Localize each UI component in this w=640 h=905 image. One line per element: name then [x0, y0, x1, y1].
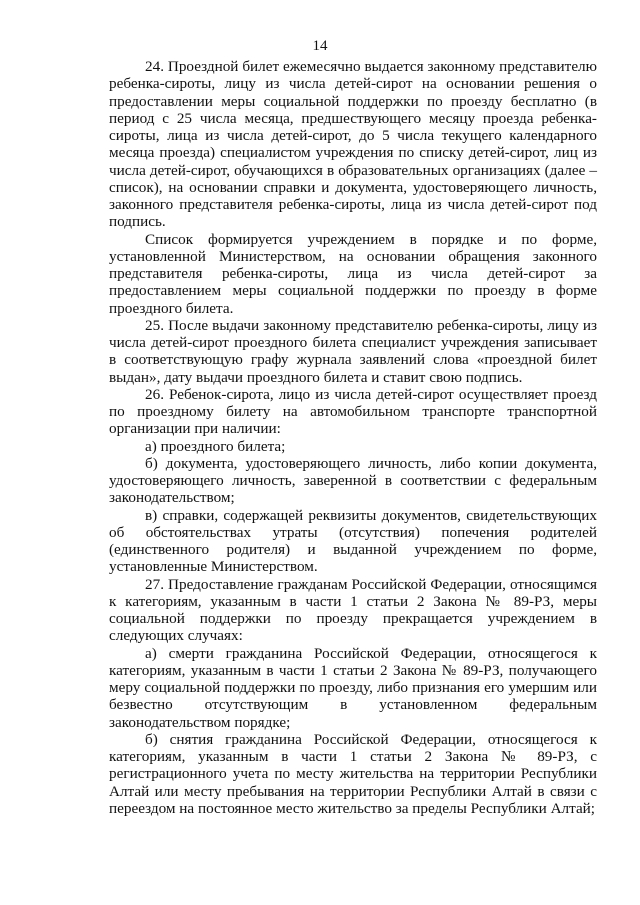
paragraph-26: 26. Ребенок-сирота, лицо из числа детей-сирот осуществляет проезд по проездному билету на автомобильном транспорте транспортной организации при наличии: — [109, 385, 597, 438]
paragraph-list-formation: Список формируется учреждением в порядке и по форме, установленной Министерством, на основании обращения законного представителя ребенка-сироты, лица из числа детей-сирот за предоставлением меры социальной поддержки по проезду в форме проездного билета. — [109, 230, 597, 317]
paragraph-24: 24. Проездной билет ежемесячно выдается законному представителю ребенка-сироты, лицу из числа детей-сирот на основании решения о предоставлении меры социальной поддержки по проезду бесплатно (в период с 25 числа месяца, предшествующего месяцу проезда ребенка-сироты, лица из числа детей-сирот, до 5 числа текущего календарного месяца проезда) специалистом учреждения по списку детей-сирот, лиц из числа детей-сирот, обучающихся в образовательных организациях (далее – список), на основании справки и документа, удостоверяющего личность, законного представителя ребенка-сироты, лица из числа детей-сирот под подпись. — [109, 58, 597, 231]
paragraph-27-a: а) смерти гражданина Российской Федерации, относящегося к категориям, указанным в части 1 статьи 2 Закона № 89-РЗ, получающего меру социальной поддержки по проезду, либо признания его умершим или безвестно отсутствующим в установленном федеральным законодательством порядке; — [109, 644, 597, 731]
paragraph-26-a: а) проездного билета; — [145, 437, 286, 455]
paragraph-27-b: б) снятия гражданина Российской Федерации, относящегося к категориям, указанным в части 1 статьи 2 Закона № 89-РЗ, с регистрационного учета по месту жительства на территории Республики Алтай или месту пребывания на территории Республики Алтай в связи с переездом на постоянное место жительство за пределы Республики Алтай; — [109, 730, 597, 817]
paragraph-25: 25. После выдачи законному представителю ребенка-сироты, лицу из числа детей-сирот проездного билета специалист учреждения записывает в соответствующую графу журнала заявлений слова «проездной билет выдан», дату выдачи проездного билета и ставит свою подпись. — [109, 316, 597, 386]
paragraph-26-b: б) документа, удостоверяющего личность, либо копии документа, удостоверяющего личность, заверенной в соответствии с федеральным законодательством; — [109, 454, 597, 507]
paragraph-27: 27. Предоставление гражданам Российской Федерации, относящимся к категориям, указанным в части 1 статьи 2 Закона № 89-РЗ, меры социальной поддержки по проезду прекращается учреждением в следующих случаях: — [109, 575, 597, 645]
document-body — [109, 58, 597, 817]
page-number: 14 — [312, 38, 328, 54]
paragraph-26-c: в) справки, содержащей реквизиты документов, свидетельствующих об обстоятельствах утраты (отсутствия) попечения родителей (единственного родителя) и выданной учреждением по форме, установленные Министерством. — [109, 506, 597, 576]
